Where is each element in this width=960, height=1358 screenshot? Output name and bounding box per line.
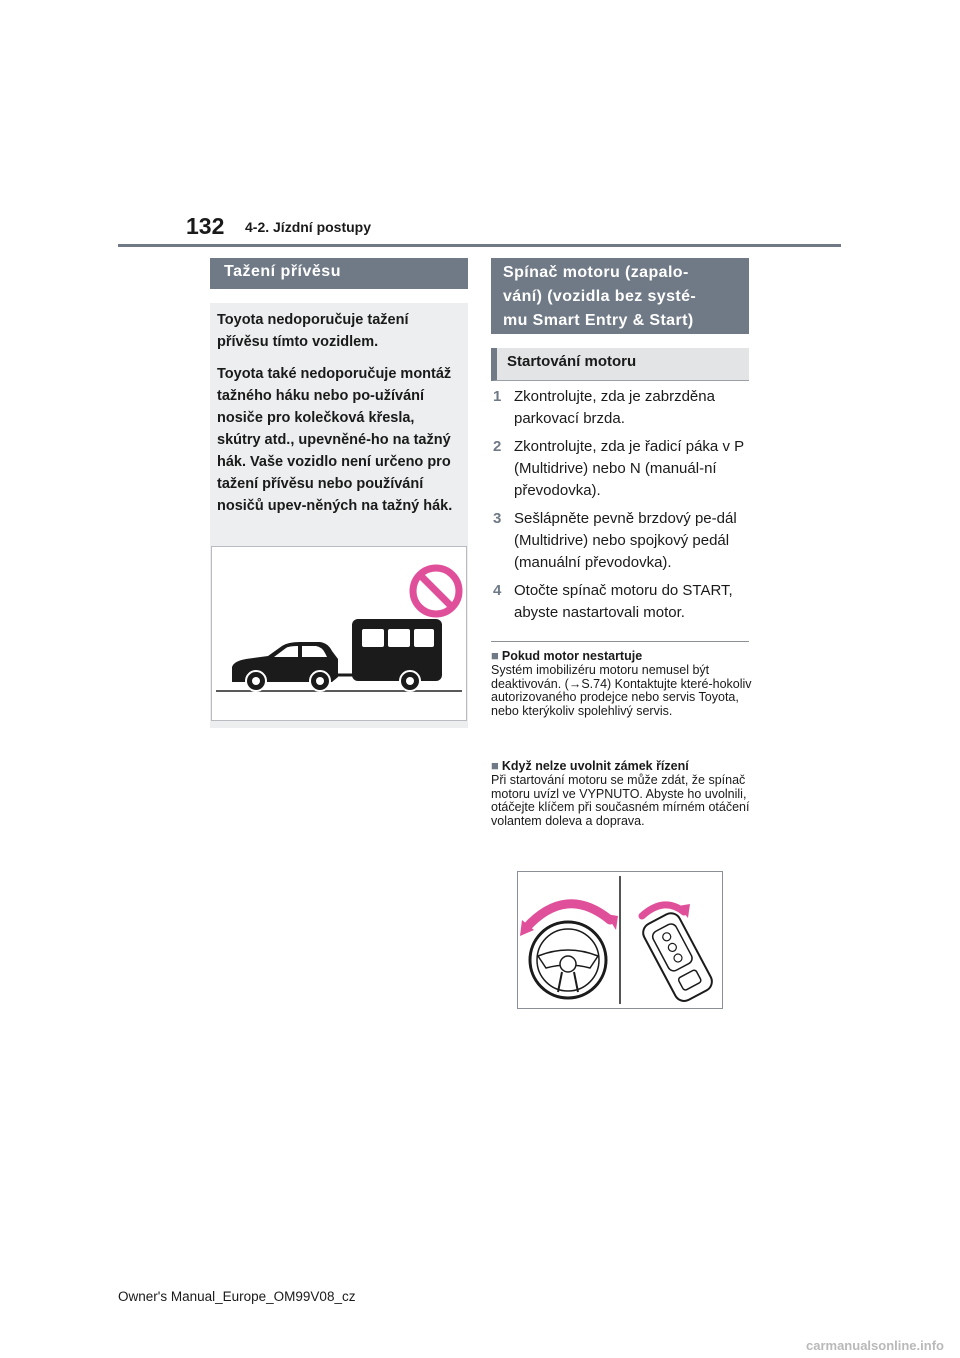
- note-engine-not-starting: [491, 648, 753, 718]
- towing-illustration-svg: [212, 547, 466, 720]
- towing-heading: Tažení přívěsu: [210, 258, 468, 289]
- key-icon: [640, 910, 716, 1005]
- note-steering-lock: [491, 758, 753, 828]
- steering-key-illustration: [517, 871, 723, 1009]
- page-number: 132: [186, 213, 225, 239]
- warning-paragraph-2: Toyota také nedoporučuje montáž tažného háku nebo po-užívání nosiče pro kolečková křesla, skútry atd., upevněné-ho na tažný hák. Vaše vozidlo není určeno pro tažení přívěsu nebo používání nosičů upev-něných na tažný hák.: [217, 366, 453, 514]
- step-number: 2: [493, 438, 502, 455]
- watermark: carmanualsonline.info: [806, 1338, 944, 1353]
- header-rule: [118, 244, 841, 247]
- list-item: [491, 386, 753, 430]
- step-text: Sešlápněte pevně brzdový pe-dál (Multidrive) nebo spojkový pedál (manuální převodovka).: [514, 510, 737, 571]
- engine-heading-line-2: vání) (vozidla bez systé-: [503, 288, 697, 305]
- car-icon: [232, 642, 338, 691]
- step-text: Otočte spínač motoru do START, abyste nastartovali motor.: [514, 582, 733, 621]
- step-number: 3: [493, 510, 502, 527]
- engine-heading-line-1: Spínač motoru (zapalo-: [503, 264, 689, 281]
- list-item: [491, 508, 753, 574]
- start-steps-list: [491, 386, 753, 630]
- steering-wheel-icon: [530, 922, 606, 998]
- warning-paragraph-1: Toyota nedoporučuje tažení přívěsu tímto vozidlem.: [217, 312, 409, 350]
- towing-warning-box: [210, 303, 468, 728]
- note-body: Při startování motoru se může zdát, že spínač motoru uvízl ve VYPNUTO. Abyste ho uvolnili, otáčejte klíčem při současném mírném otáčení volantem doleva a doprava.: [491, 773, 750, 828]
- step-text: Zkontrolujte, zda je řadicí páka v P (Multidrive) nebo N (manuál-ní převodovka).: [514, 438, 744, 499]
- steering-key-svg: [518, 872, 722, 1008]
- note-title: ■ Pokud motor nestartuje: [491, 648, 643, 663]
- trailer-icon: [352, 619, 442, 691]
- step-text: Zkontrolujte, zda je zabrzděna parkovací brzda.: [514, 388, 715, 427]
- footer-manual-id: Owner's Manual_Europe_OM99V08_cz: [118, 1289, 356, 1304]
- list-item: [491, 580, 753, 624]
- note-title: ■ Když nelze uvolnit zámek řízení: [491, 758, 689, 773]
- notes-divider: [491, 641, 749, 642]
- section-title: 4-2. Jízdní postupy: [245, 219, 372, 235]
- step-number: 1: [493, 388, 502, 405]
- list-item: [491, 436, 753, 502]
- starting-engine-subheading: Startování motoru: [491, 348, 749, 381]
- prohibition-icon: [413, 568, 459, 614]
- engine-heading-line-3: mu Smart Entry & Start): [503, 312, 694, 329]
- towing-illustration: [211, 546, 467, 721]
- step-number: 4: [493, 582, 502, 599]
- engine-switch-heading: [491, 258, 749, 334]
- note-body: Systém imobilizéru motoru nemusel být deaktivován. (→S.74) Kontaktujte které-hokoliv autorizovaného prodejce nebo servis Toyota, nebo kterýkoliv spolehlivý servis.: [491, 663, 752, 718]
- rotation-arrow-icon: [520, 904, 618, 936]
